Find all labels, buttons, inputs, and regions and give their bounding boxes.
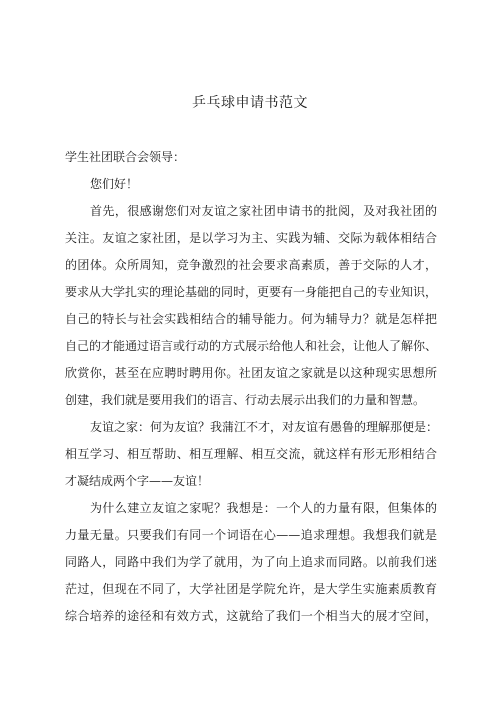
body-line: 综合培养的途径和有效方式，这就给了我们一个相当大的展才空间， (65, 609, 437, 623)
body-line: 创建，我们就是要用我们的语言、行动去展示出我们的力量和智慧。 (65, 393, 426, 407)
body-line: 的团体。众所周知，竞争激烈的社会要求高素质，善于交际的人才， (65, 258, 437, 272)
body-line: 力量无量。只要我们有同一个词语在心——追求理想。我想我们就是 (65, 528, 437, 542)
body-line: 要求从大学扎实的理论基础的同时，更要有一身能把自己的专业知识， (65, 285, 438, 299)
body-line: 为什么建立友谊之家呢？我想是：一个人的力量有限，但集体的 (90, 501, 437, 515)
body-line: 同路人，同路中我们为学了就用，为了向上追求而同路。以前我们迷 (65, 555, 437, 569)
body-line: 自己的特长与社会实践相结合的辅导能力。何为辅导力？就是怎样把 (65, 312, 437, 326)
body-line: 学生社团联合会领导： (65, 150, 186, 164)
document-body (65, 144, 437, 630)
body-line: 才凝结成两个字——友谊！ (65, 474, 210, 488)
body-line: 友谊之家：何为友谊？我蒲江不才，对友谊有愚鲁的理解那便是： (90, 420, 439, 434)
body-line: 茫过，但现在不同了，大学社团是学院允许，是大学生实施素质教育 (65, 582, 437, 596)
body-line: 您们好！ (90, 177, 139, 191)
body-line: 自己的才能通过语言或行动的方式展示给他人和社会，让他人了解你、 (65, 339, 438, 353)
body-line: 首先，很感谢您们对友谊之家社团申请书的批阅，及对我社团的 (90, 204, 437, 218)
body-line: 关注。友谊之家社团，是以学习为主、实践为辅、交际为载体相结合 (65, 231, 437, 245)
document-title: 乒乓球申请书范文 (192, 95, 308, 111)
body-line: 相互学习、相互帮助、相互理解、相互交流，就这样有形无形相结合 (65, 447, 437, 461)
body-line: 欣赏你，甚至在应聘时聘用你。社团友谊之家就是以这种现实思想所 (65, 366, 437, 380)
